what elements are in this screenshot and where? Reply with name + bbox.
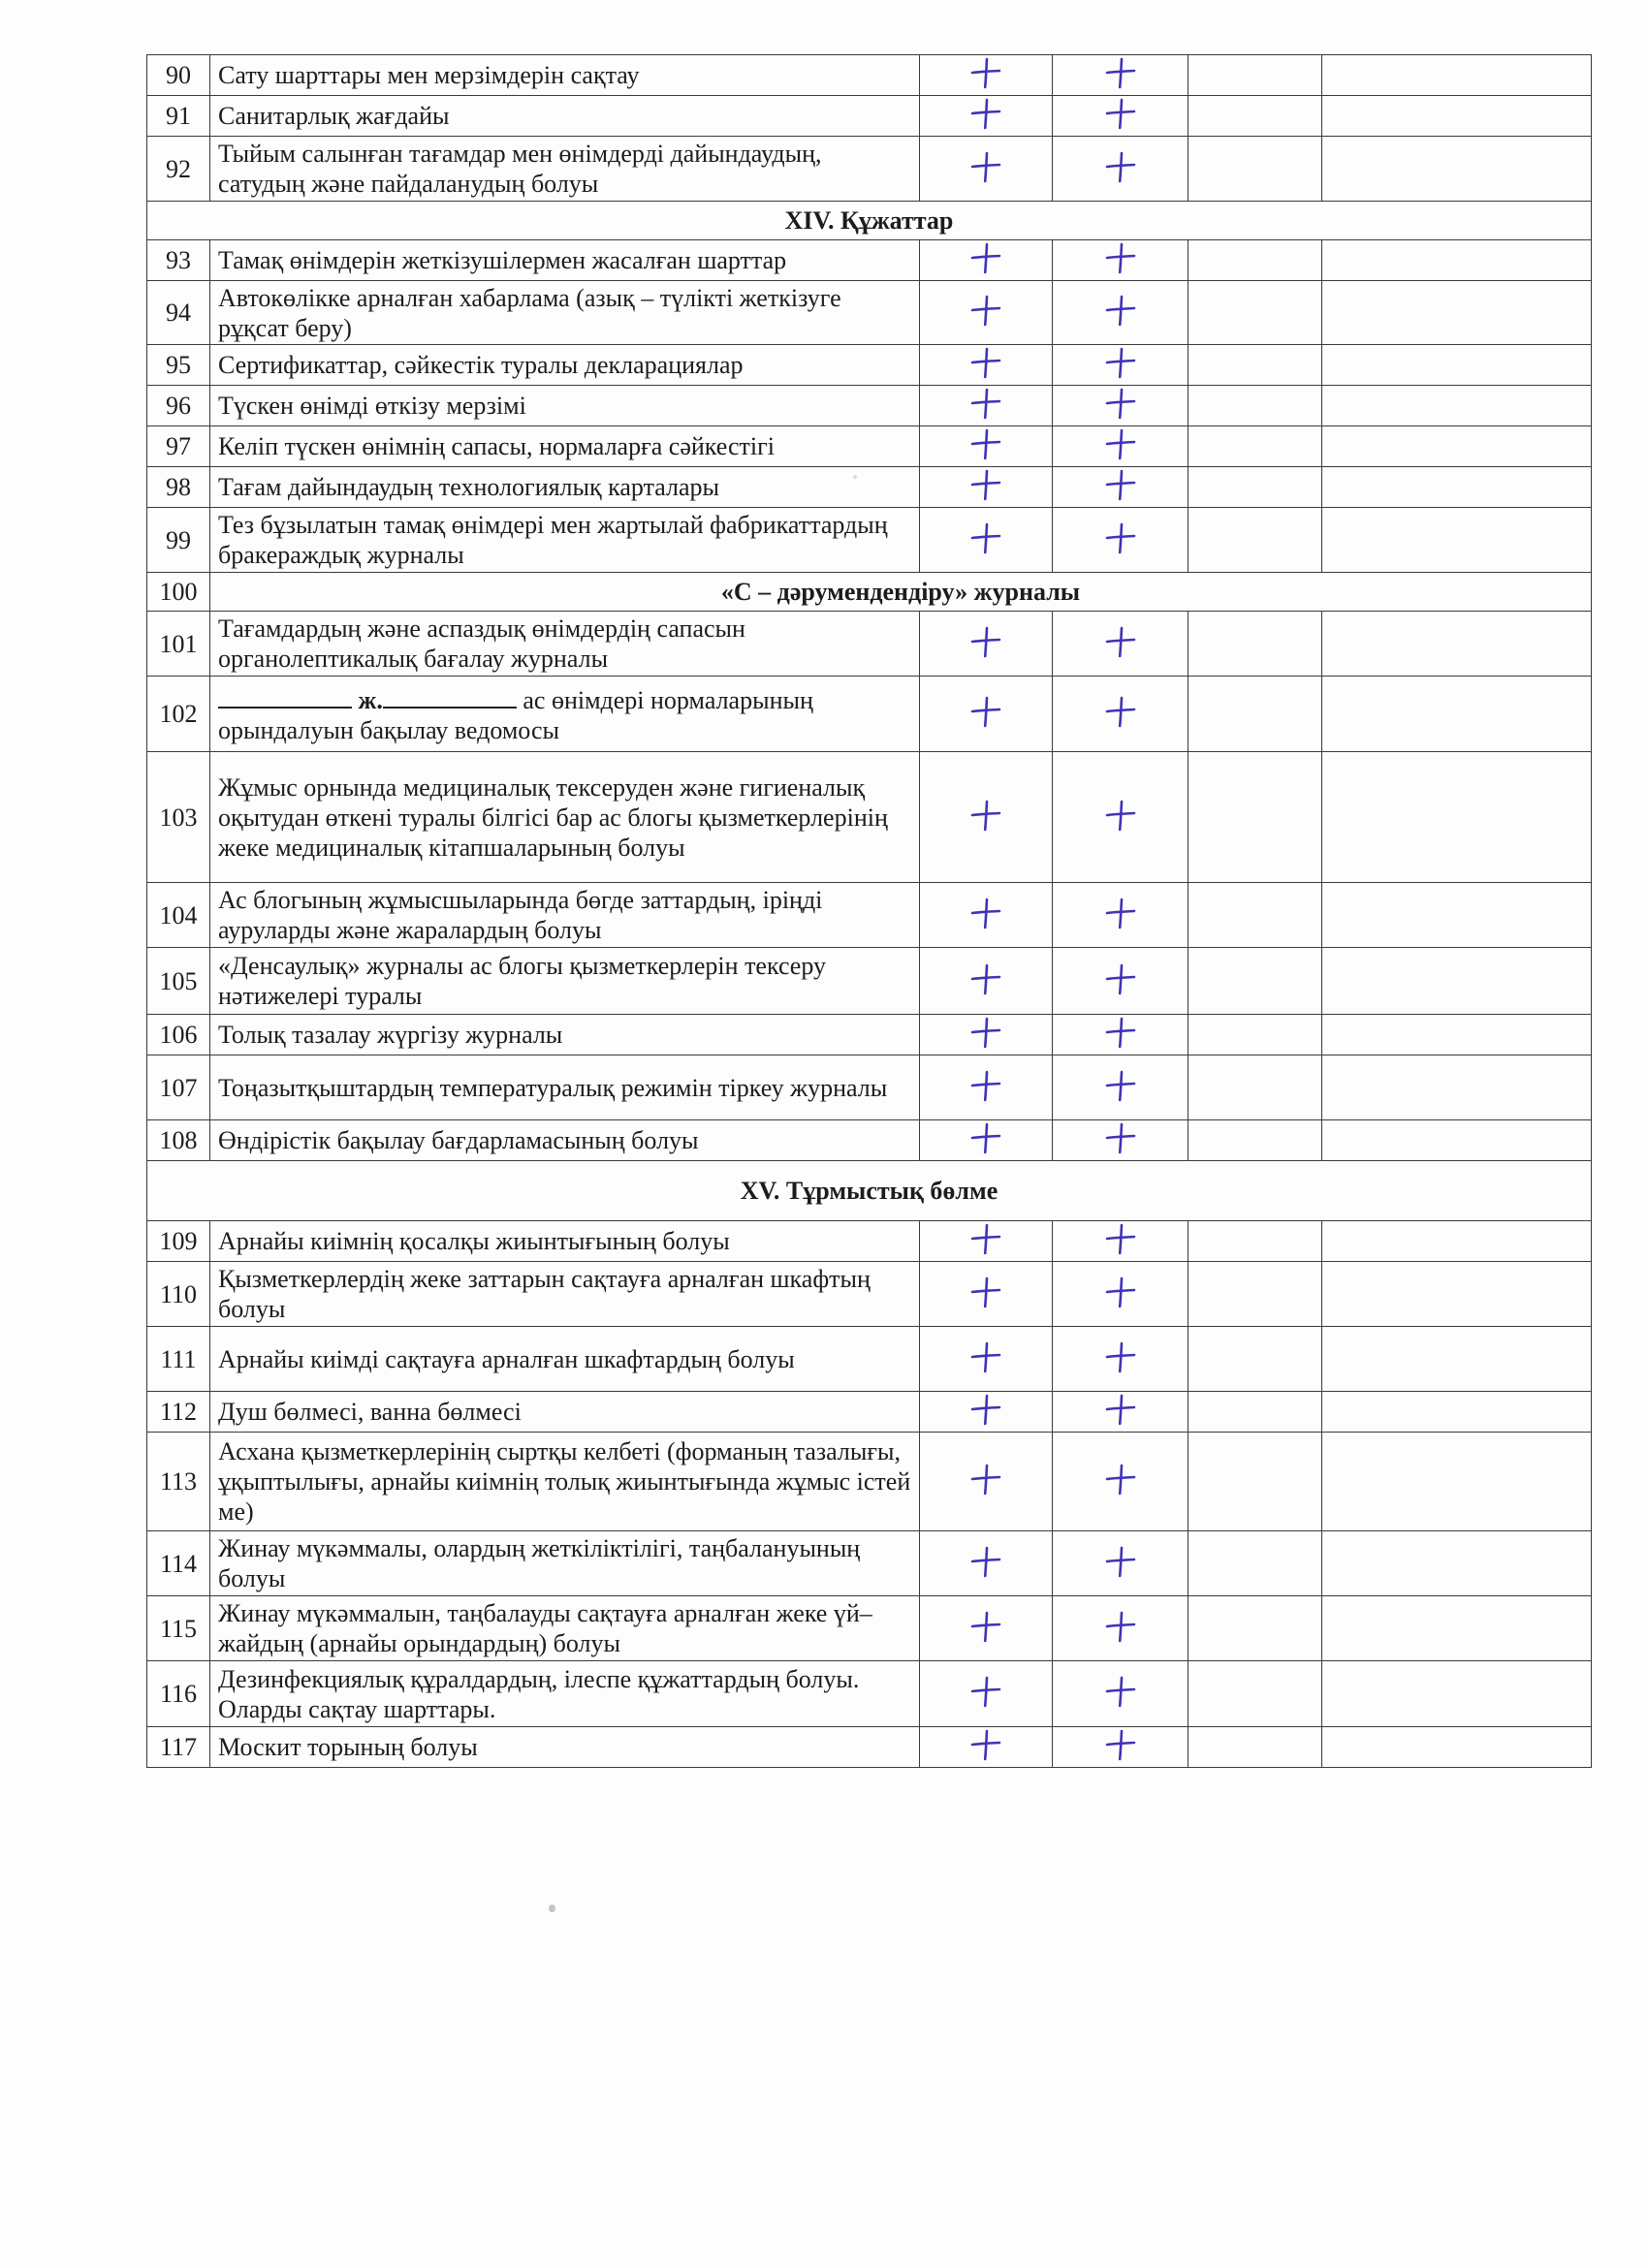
- handwritten-plus-icon: [967, 1674, 1005, 1709]
- empty-cell: [1322, 508, 1592, 573]
- empty-cell: [1322, 1596, 1592, 1661]
- item-description: Дезинфекциялық құралдардың, ілеспе құжаттардың болуы. Оларды сақтау шарттары.: [210, 1661, 920, 1727]
- item-description: Ас блогының жұмысшыларында бөгде заттардың, іріңді ауруларды және жаралардың болуы: [210, 883, 920, 948]
- empty-cell: [1322, 752, 1592, 883]
- row-number: 116: [147, 1661, 210, 1727]
- checklist-row: [147, 883, 1592, 948]
- row-number: 97: [147, 426, 210, 467]
- checklist-row: [147, 345, 1592, 386]
- row-number: 113: [147, 1433, 210, 1531]
- handwritten-plus-icon: [1101, 1339, 1140, 1374]
- empty-cell: [1322, 137, 1592, 202]
- row-number: 112: [147, 1392, 210, 1433]
- handwritten-plus-icon: [1101, 1727, 1140, 1762]
- empty-cell: [1188, 1392, 1322, 1433]
- handwritten-plus-icon: [1101, 1221, 1140, 1256]
- checklist-row: [147, 1015, 1592, 1055]
- empty-cell: [1188, 508, 1322, 573]
- handwritten-plus-icon: [967, 1275, 1005, 1309]
- handwritten-plus-icon: [1101, 1462, 1140, 1496]
- checklist-row: [147, 96, 1592, 137]
- item-description: Өндірістік бақылау бағдарламасының болуы: [210, 1120, 920, 1161]
- row-number: 104: [147, 883, 210, 948]
- item-description: Москит торының болуы: [210, 1727, 920, 1768]
- check-cell: [1053, 345, 1188, 386]
- empty-cell: [1322, 612, 1592, 677]
- empty-cell: [1188, 752, 1322, 883]
- empty-cell: [1188, 1433, 1322, 1531]
- check-cell: [1053, 1120, 1188, 1161]
- item-description: Жинау мүкәммалы, олардың жеткіліктілігі, таңбалануының болуы: [210, 1531, 920, 1596]
- check-cell: [920, 467, 1053, 508]
- row-number: 91: [147, 96, 210, 137]
- handwritten-plus-icon: [967, 798, 1005, 833]
- item-description: Асхана қызметкерлерінің сыртқы келбеті (форманың тазалығы, ұқыптылығы, арнайы киімнің толық жиынтығында жұмыс істей ме): [210, 1433, 920, 1531]
- scan-speck: [549, 1905, 555, 1912]
- section-title: XV. Тұрмыстық бөлме: [147, 1161, 1592, 1221]
- row-number: 117: [147, 1727, 210, 1768]
- checklist-row: [147, 1596, 1592, 1661]
- empty-cell: [1188, 1262, 1322, 1327]
- handwritten-plus-icon: [1101, 520, 1140, 555]
- empty-cell: [1188, 467, 1322, 508]
- handwritten-plus-icon: [967, 694, 1005, 729]
- item-description: Сертификаттар, сәйкестік туралы декларациялар: [210, 345, 920, 386]
- handwritten-plus-icon: [1101, 896, 1140, 930]
- empty-cell: [1322, 55, 1592, 96]
- checklist-row: [147, 137, 1592, 202]
- item-description: Түскен өнімді өткізу мерзімі: [210, 386, 920, 426]
- check-cell: [920, 883, 1053, 948]
- check-cell: [1053, 1392, 1188, 1433]
- empty-cell: [1188, 386, 1322, 426]
- check-cell: [920, 1661, 1053, 1727]
- row-number: 90: [147, 55, 210, 96]
- check-cell: [1053, 508, 1188, 573]
- handwritten-plus-icon: [1101, 1275, 1140, 1309]
- check-cell: [920, 612, 1053, 677]
- check-cell: [1053, 137, 1188, 202]
- handwritten-plus-icon: [1101, 694, 1140, 729]
- handwritten-plus-icon: [1101, 1015, 1140, 1050]
- checklist-row: [147, 386, 1592, 426]
- empty-cell: [1322, 1661, 1592, 1727]
- handwritten-plus-icon: [967, 1544, 1005, 1579]
- handwritten-plus-icon: [1101, 1392, 1140, 1427]
- item-description: Қызметкерлердің жеке заттарын сақтауға арналған шкафтың болуы: [210, 1262, 920, 1327]
- handwritten-plus-icon: [967, 896, 1005, 930]
- empty-cell: [1188, 1221, 1322, 1262]
- row-number: 114: [147, 1531, 210, 1596]
- handwritten-plus-icon: [967, 240, 1005, 275]
- check-cell: [920, 281, 1053, 345]
- item-description: Душ бөлмесі, ванна бөлмесі: [210, 1392, 920, 1433]
- row-number: 102: [147, 677, 210, 752]
- row-number: 99: [147, 508, 210, 573]
- empty-cell: [1322, 883, 1592, 948]
- check-cell: [920, 752, 1053, 883]
- empty-cell: [1322, 386, 1592, 426]
- empty-cell: [1322, 1531, 1592, 1596]
- checklist-row: [147, 1392, 1592, 1433]
- handwritten-plus-icon: [967, 1015, 1005, 1050]
- check-cell: [1053, 948, 1188, 1015]
- checklist-row: [147, 948, 1592, 1015]
- item-description: Тағамдардың және аспаздық өнімдердің сапасын органолептикалық бағалау журналы: [210, 612, 920, 677]
- check-cell: [1053, 96, 1188, 137]
- item-description: Автокөлікке арналған хабарлама (азық – түлікті жеткізуге рұқсат беру): [210, 281, 920, 345]
- checklist-row: [147, 1531, 1592, 1596]
- checklist-row: [147, 573, 1592, 612]
- check-cell: [1053, 426, 1188, 467]
- handwritten-plus-icon: [1101, 240, 1140, 275]
- checklist-row: [147, 467, 1592, 508]
- empty-cell: [1322, 1262, 1592, 1327]
- row-number: 106: [147, 1015, 210, 1055]
- item-description: Жұмыс орнында медициналық тексеруден және гигиеналық оқытудан өткені туралы білгісі бар ас блогы қызметкерлерінің жеке медициналық кітапшаларының болуы: [210, 752, 920, 883]
- handwritten-plus-icon: [967, 467, 1005, 502]
- row-number: 108: [147, 1120, 210, 1161]
- handwritten-plus-icon: [967, 426, 1005, 461]
- check-cell: [920, 426, 1053, 467]
- row-number: 98: [147, 467, 210, 508]
- empty-cell: [1188, 612, 1322, 677]
- checklist-row: [147, 612, 1592, 677]
- empty-cell: [1322, 1327, 1592, 1392]
- check-cell: [1053, 467, 1188, 508]
- item-description: [210, 677, 920, 752]
- handwritten-plus-icon: [1101, 624, 1140, 659]
- check-cell: [920, 1262, 1053, 1327]
- empty-cell: [1322, 426, 1592, 467]
- empty-cell: [1188, 948, 1322, 1015]
- empty-cell: [1322, 1055, 1592, 1120]
- checklist-row: [147, 426, 1592, 467]
- handwritten-plus-icon: [967, 1462, 1005, 1496]
- handwritten-plus-icon: [1101, 293, 1140, 328]
- row-number: 100: [147, 573, 210, 612]
- check-cell: [920, 1433, 1053, 1531]
- item-description: Арнайы киімді сақтауға арналған шкафтардың болуы: [210, 1327, 920, 1392]
- item-description: Толық тазалау жүргізу журналы: [210, 1015, 920, 1055]
- handwritten-plus-icon: [1101, 426, 1140, 461]
- handwritten-plus-icon: [1101, 1544, 1140, 1579]
- handwritten-plus-icon: [967, 96, 1005, 131]
- check-cell: [920, 96, 1053, 137]
- empty-cell: [1188, 345, 1322, 386]
- empty-cell: [1322, 1120, 1592, 1161]
- row-number: 103: [147, 752, 210, 883]
- check-cell: [920, 1221, 1053, 1262]
- check-cell: [1053, 1262, 1188, 1327]
- checklist-row: [147, 240, 1592, 281]
- item-description: Келіп түскен өнімнің сапасы, нормаларға сәйкестігі: [210, 426, 920, 467]
- row-number: 101: [147, 612, 210, 677]
- empty-cell: [1188, 1120, 1322, 1161]
- check-cell: [1053, 1661, 1188, 1727]
- check-cell: [1053, 1727, 1188, 1768]
- handwritten-plus-icon: [1101, 467, 1140, 502]
- handwritten-plus-icon: [1101, 1068, 1140, 1103]
- handwritten-plus-icon: [1101, 1674, 1140, 1709]
- empty-cell: [1188, 426, 1322, 467]
- empty-cell: [1188, 281, 1322, 345]
- handwritten-plus-icon: [1101, 798, 1140, 833]
- check-cell: [920, 508, 1053, 573]
- empty-cell: [1322, 948, 1592, 1015]
- checklist-row: [147, 1055, 1592, 1120]
- item-description: Жинау мүкәммалын, таңбалауды сақтауға арналған жеке үй–жайдың (арнайы орындардың) болуы: [210, 1596, 920, 1661]
- item-description: Тағам дайындаудың технологиялық карталары: [210, 467, 920, 508]
- row-number: 95: [147, 345, 210, 386]
- check-cell: [920, 677, 1053, 752]
- checklist-row: [147, 1327, 1592, 1392]
- empty-cell: [1322, 281, 1592, 345]
- checklist-row: [147, 508, 1592, 573]
- item-description: Тамақ өнімдерін жеткізушілермен жасалған шарттар: [210, 240, 920, 281]
- item-description: Тоңазытқыштардың температуралық режимін тіркеу журналы: [210, 1055, 920, 1120]
- check-cell: [920, 386, 1053, 426]
- empty-cell: [1322, 1015, 1592, 1055]
- empty-cell: [1322, 1433, 1592, 1531]
- handwritten-plus-icon: [1101, 1609, 1140, 1644]
- checklist-row: [147, 55, 1592, 96]
- row-number: 107: [147, 1055, 210, 1120]
- empty-cell: [1322, 467, 1592, 508]
- item-description: «Денсаулық» журналы ас блогы қызметкерлерін тексеру нәтижелері туралы: [210, 948, 920, 1015]
- check-cell: [920, 1120, 1053, 1161]
- check-cell: [920, 1531, 1053, 1596]
- row-number: 115: [147, 1596, 210, 1661]
- handwritten-plus-icon: [967, 1120, 1005, 1155]
- handwritten-plus-icon: [967, 1727, 1005, 1762]
- handwritten-plus-icon: [1101, 149, 1140, 184]
- handwritten-plus-icon: [1101, 55, 1140, 90]
- empty-cell: [1322, 1221, 1592, 1262]
- handwritten-plus-icon: [1101, 386, 1140, 421]
- empty-cell: [1188, 1661, 1322, 1727]
- check-cell: [1053, 1015, 1188, 1055]
- item-description: Арнайы киімнің қосалқы жиынтығының болуы: [210, 1221, 920, 1262]
- checklist-row: [147, 1433, 1592, 1531]
- item-description: Тез бұзылатын тамақ өнімдері мен жартылай фабрикаттардың бракераждық журналы: [210, 508, 920, 573]
- check-cell: [920, 1055, 1053, 1120]
- check-cell: [1053, 677, 1188, 752]
- check-cell: [1053, 55, 1188, 96]
- checklist-row: [147, 1221, 1592, 1262]
- section-header-row: [147, 1161, 1592, 1221]
- item-text-part: ас өнімдері нормаларының: [523, 685, 813, 714]
- empty-cell: [1188, 1596, 1322, 1661]
- handwritten-plus-icon: [967, 345, 1005, 380]
- row-number: 94: [147, 281, 210, 345]
- handwritten-plus-icon: [1101, 96, 1140, 131]
- empty-cell: [1188, 1327, 1322, 1392]
- item-description: Тыйым салынған тағамдар мен өнімдерді дайындаудың, сатудың және пайдаланудың болуы: [210, 137, 920, 202]
- check-cell: [920, 55, 1053, 96]
- checklist-row: [147, 1120, 1592, 1161]
- handwritten-plus-icon: [967, 149, 1005, 184]
- check-cell: [920, 1727, 1053, 1768]
- row-number: 110: [147, 1262, 210, 1327]
- row-number: 109: [147, 1221, 210, 1262]
- empty-cell: [1322, 96, 1592, 137]
- empty-cell: [1322, 240, 1592, 281]
- check-cell: [1053, 1221, 1188, 1262]
- handwritten-plus-icon: [967, 520, 1005, 555]
- checklist-row: [147, 1262, 1592, 1327]
- checklist-row: [147, 752, 1592, 883]
- row-number: 93: [147, 240, 210, 281]
- check-cell: [1053, 1531, 1188, 1596]
- check-cell: [920, 1015, 1053, 1055]
- handwritten-plus-icon: [1101, 1120, 1140, 1155]
- check-cell: [920, 137, 1053, 202]
- handwritten-plus-icon: [967, 386, 1005, 421]
- empty-cell: [1188, 883, 1322, 948]
- row-number: 96: [147, 386, 210, 426]
- empty-cell: [1188, 1531, 1322, 1596]
- handwritten-plus-icon: [967, 1221, 1005, 1256]
- check-cell: [1053, 1596, 1188, 1661]
- empty-cell: [1188, 677, 1322, 752]
- checklist-row: [147, 677, 1592, 752]
- empty-cell: [1322, 1727, 1592, 1768]
- handwritten-plus-icon: [967, 1068, 1005, 1103]
- checklist-row: [147, 281, 1592, 345]
- empty-cell: [1188, 1055, 1322, 1120]
- year-abbrev: ж.: [358, 685, 383, 714]
- handwritten-plus-icon: [967, 293, 1005, 328]
- check-cell: [1053, 612, 1188, 677]
- section-title: XIV. Құжаттар: [147, 202, 1592, 240]
- empty-cell: [1322, 345, 1592, 386]
- fill-in-blank: [218, 683, 352, 709]
- check-cell: [1053, 281, 1188, 345]
- empty-cell: [1188, 55, 1322, 96]
- handwritten-plus-icon: [967, 961, 1005, 996]
- checklist-table: [146, 54, 1592, 1768]
- check-cell: [1053, 1055, 1188, 1120]
- empty-cell: [1188, 240, 1322, 281]
- check-cell: [1053, 883, 1188, 948]
- empty-cell: [1188, 96, 1322, 137]
- row-number: 111: [147, 1327, 210, 1392]
- empty-cell: [1322, 1392, 1592, 1433]
- check-cell: [1053, 1327, 1188, 1392]
- check-cell: [920, 345, 1053, 386]
- fill-in-blank: [383, 683, 517, 709]
- handwritten-plus-icon: [967, 1339, 1005, 1374]
- section-header-row: [147, 202, 1592, 240]
- check-cell: [1053, 386, 1188, 426]
- item-description: Сату шарттары мен мерзімдерін сақтау: [210, 55, 920, 96]
- check-cell: [920, 1392, 1053, 1433]
- handwritten-plus-icon: [1101, 345, 1140, 380]
- row-number: 92: [147, 137, 210, 202]
- check-cell: [920, 948, 1053, 1015]
- empty-cell: [1188, 1015, 1322, 1055]
- empty-cell: [1188, 137, 1322, 202]
- journal-title: «С – дәрумендендіру» журналы: [210, 573, 1592, 612]
- check-cell: [1053, 752, 1188, 883]
- check-cell: [920, 1327, 1053, 1392]
- checklist-row: [147, 1661, 1592, 1727]
- empty-cell: [1188, 1727, 1322, 1768]
- item-text-part: орындалуын бақылау ведомосы: [218, 715, 559, 744]
- row-number: 105: [147, 948, 210, 1015]
- check-cell: [920, 240, 1053, 281]
- handwritten-plus-icon: [967, 55, 1005, 90]
- checklist-row: [147, 1727, 1592, 1768]
- check-cell: [1053, 240, 1188, 281]
- handwritten-plus-icon: [967, 624, 1005, 659]
- item-description: Санитарлық жағдайы: [210, 96, 920, 137]
- handwritten-plus-icon: [967, 1392, 1005, 1427]
- check-cell: [1053, 1433, 1188, 1531]
- check-cell: [920, 1596, 1053, 1661]
- handwritten-plus-icon: [1101, 961, 1140, 996]
- handwritten-plus-icon: [967, 1609, 1005, 1644]
- empty-cell: [1322, 677, 1592, 752]
